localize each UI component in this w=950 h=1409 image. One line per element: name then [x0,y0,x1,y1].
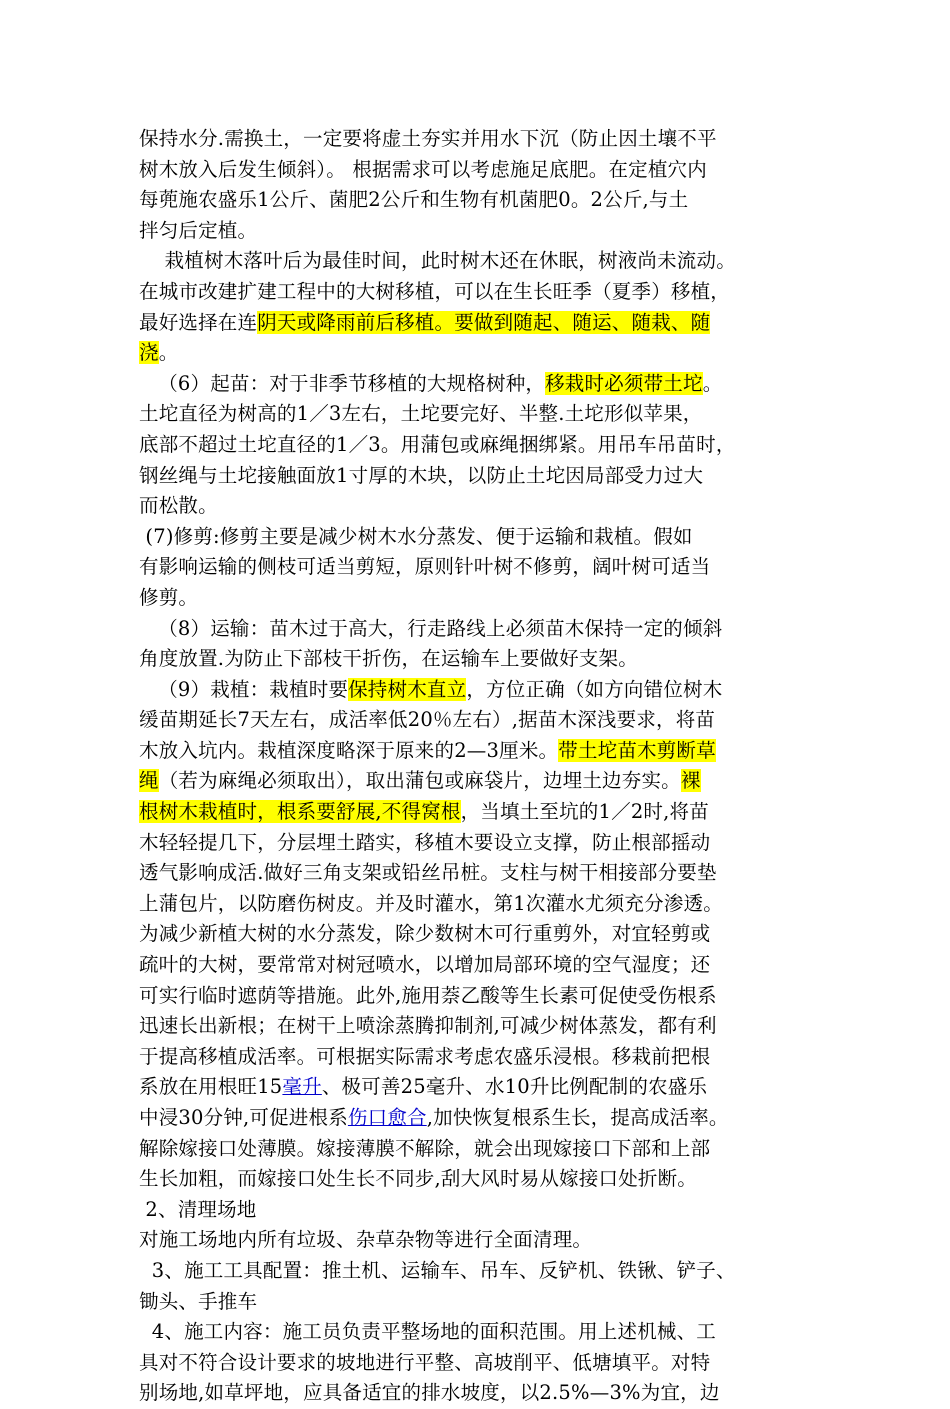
text-line [139,1164,869,1195]
text-segment: （若为麻绳必须取出），取出蒲包或麻袋片，边埋土边夯实。 [158,769,681,793]
highlighted-text: 裸 [680,769,701,793]
text-segment: 缓苗期延长7天左右，成活率低20％左右）,据苗木深浅要求，将苗 [139,708,716,732]
text-segment: 木放入坑内。栽植深度略深于原来的2—3厘米。 [139,738,559,762]
text-line [139,185,869,216]
text-line [139,522,869,553]
text-segment: 对施工场地内所有垃圾、杂草杂物等进行全面清理。 [139,1228,593,1252]
text-line [139,1348,869,1379]
highlighted-text: 浇 [139,341,159,365]
text-line [139,369,869,400]
text-line [139,155,869,186]
text-line [139,246,869,277]
text-segment: 树木放入后发生倾斜）。 根据需求可以考虑施足底肥。在定植穴内 [139,157,707,181]
text-segment: 、极可善25毫升、水10升比例配制的农盛乐 [321,1075,708,1099]
text-segment: 而松散。 [139,494,218,518]
text-segment: 可实行临时遮荫等措施。此外,施用萘乙酸等生长素可促使受伤根系 [139,983,717,1007]
highlighted-text: 根树木栽植时，根系要舒展,不得窝根 [139,800,461,824]
text-segment: 解除嫁接口处薄膜。嫁接薄膜不解除，就会出现嫁接口下部和上部 [139,1136,711,1160]
text-line [139,889,869,920]
highlighted-text: 带土坨苗木剪断草 [558,738,716,762]
text-segment: （6）起苗：对于非季节移植的大规格树种， [139,371,546,395]
hyperlink[interactable]: 毫升 [282,1075,322,1099]
text-segment: 底部不超过土坨直径的1／3。用蒲包或麻绳捆绑紧。用吊车吊苗时， [139,432,736,456]
highlighted-text: 移栽时必须带土坨 [545,371,703,395]
text-segment: 3、施工工具配置：推土机、运输车、吊车、反铲机、铁锹、铲子、 [139,1258,736,1282]
text-line [139,1195,869,1226]
text-segment: ，当填土至坑的1／2时,将苗 [460,800,709,824]
text-line [139,981,869,1012]
text-line [139,705,869,736]
text-segment: 透气影响成活.做好三角支架或铅丝吊桩。支柱与树干相接部分要垫 [139,861,717,885]
text-line [139,1011,869,1042]
text-line [139,1042,869,1073]
text-line [139,1378,869,1409]
text-segment: 迅速长出新根；在树干上喷涂蒸腾抑制剂,可减少树体蒸发，都有利 [139,1014,717,1038]
highlighted-text: 保持树木直立 [348,677,467,701]
text-line [139,461,869,492]
text-segment: （9）栽植：栽植时要 [139,677,349,701]
text-line [139,430,869,461]
text-segment: 中浸30分钟,可促进根系 [139,1106,348,1129]
text-line [139,766,869,797]
text-line [139,583,869,614]
text-segment: 别场地,如草坪地，应具备适宜的排水坡度，以2.5%—3%为宜，边 [139,1381,720,1405]
hyperlink[interactable]: 伤口愈合 [347,1106,427,1129]
text-line [139,1225,869,1256]
text-line [139,919,869,950]
text-segment: 有影响运输的侧枝可适当剪短，原则针叶树不修剪，阔叶树可适当 [139,555,711,579]
text-line [139,1287,869,1318]
text-line [139,124,869,155]
text-segment: 拌匀后定植。 [139,218,258,242]
highlighted-text: 绳 [139,769,159,793]
text-line [139,797,869,828]
text-segment: 。 [702,371,723,395]
text-line [139,1134,869,1165]
text-line [139,858,869,889]
text-segment: 系放在用根旺15 [139,1075,283,1099]
text-line [139,1317,869,1348]
text-segment: 保持水分.需换土，一定要将虚土夯实并用水下沉（防止因土壤不平 [139,127,717,150]
text-segment: 在城市改建扩建工程中的大树移植，可以在生长旺季（夏季）移植， [139,279,731,303]
text-line [139,338,869,369]
text-segment: (7)修剪:修剪主要是减少树木水分蒸发、便于运输和栽植。假如 [139,524,693,548]
highlighted-text: 阴天或降雨前后移植。要做到随起、随运、随栽、随 [257,310,711,334]
text-segment: 栽植树木落叶后为最佳时间，此时树木还在休眠，树液尚未流动。 [139,249,736,273]
text-segment: 锄头、手推车 [139,1289,258,1313]
text-segment: ,加快恢复根系生长，提高成活率。 [426,1106,729,1129]
text-segment: 2、清理场地 [139,1197,257,1221]
text-line [139,828,869,859]
text-segment: 为减少新植大树的水分蒸发，除少数树木可行重剪外，对宜轻剪或 [139,922,711,946]
text-segment: 具对不符合设计要求的坡地进行平整、高坡削平、低塘填平。对特 [139,1350,711,1374]
text-segment: 于提高移植成活率。可根据实际需求考虑农盛乐浸根。移栽前把根 [139,1044,711,1068]
text-line [139,399,869,430]
text-line [139,1103,869,1134]
text-segment: ，方位正确（如方向错位树木 [466,677,723,701]
text-line [139,308,869,339]
text-segment: 疏叶的大树，要常常对树冠喷水，以增加局部环境的空气湿度；还 [139,953,711,977]
text-segment: 木轻轻提几下，分层埋土踏实，移植木要设立支撑，防止根部摇动 [139,830,711,854]
text-line [139,491,869,522]
text-line [139,736,869,767]
text-segment: （8）运输：苗木过于高大，行走路线上必须苗木保持一定的倾斜 [139,616,723,640]
text-segment: 最好选择在连 [139,310,258,334]
text-line [139,277,869,308]
text-line [139,216,869,247]
text-segment: 上蒲包片，以防磨伤树皮。并及时灌水，第1次灌水尤须充分渗透。 [139,891,723,915]
text-line [139,675,869,706]
text-segment: 生长加粗，而嫁接口处生长不同步,刮大风时易从嫁接口处折断。 [139,1167,697,1191]
text-segment: 钢丝绳与土坨接触面放1寸厚的木块，以防止土坨因局部受力过大 [139,463,704,487]
text-line [139,1072,869,1103]
text-line [139,614,869,645]
text-segment: 土坨直径为树高的1／3左右，土坨要完好、半整.土坨形似苹果， [139,402,703,426]
text-segment: 。 [158,341,179,365]
text-line [139,1256,869,1287]
text-line [139,644,869,675]
text-segment: 修剪。 [139,585,199,609]
text-segment: 每蔸施农盛乐1公斤、菌肥2公斤和生物有机菌肥0。2公斤,与土 [139,188,689,212]
text-segment: 4、施工内容：施工员负责平整场地的面积范围。用上述机械、工 [139,1320,717,1344]
text-line [139,552,869,583]
document-body [139,124,869,1409]
text-line [139,950,869,981]
text-segment: 角度放置.为防止下部枝干折伤，在运输车上要做好支架。 [139,647,638,671]
